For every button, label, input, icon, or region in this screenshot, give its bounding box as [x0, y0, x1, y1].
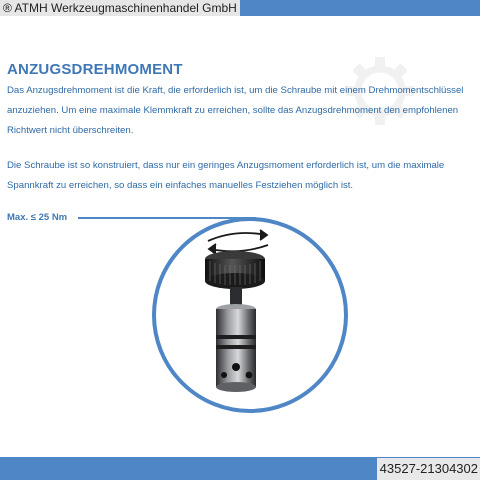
copyright-label: ® ATMH Werkzeugmaschinenhandel GmbH [0, 0, 240, 16]
bottom-banner [0, 457, 480, 480]
intro-paragraph: Das Anzugsdrehmoment ist die Kraft, die erforderlich ist, um die Schraube mit einem Drehmomentschlüssel anzuziehen. Um eine maximale Klemmkraft zu erreichen, sollte das Anzugsdrehmoment den empfohlenen Richtwert nicht überschreiten. [7, 85, 464, 136]
clamping-screw-icon [205, 251, 265, 392]
product-illustration [150, 215, 350, 415]
detail-paragraph: Die Schraube ist so konstruiert, dass nur ein geringes Anzugsmoment erforderlich ist, um die maximale Spannkraft zu erreichen, so dass ein einfaches manuelles Festziehen möglich ist. [7, 160, 445, 191]
section-heading: ANZUGSDREHMOMENT [7, 61, 183, 78]
rotation-arrows-icon [208, 230, 268, 254]
max-torque-label: Max. ≤ 25 Nm [7, 212, 68, 223]
item-id-label: 43527-21304302 [377, 458, 480, 480]
